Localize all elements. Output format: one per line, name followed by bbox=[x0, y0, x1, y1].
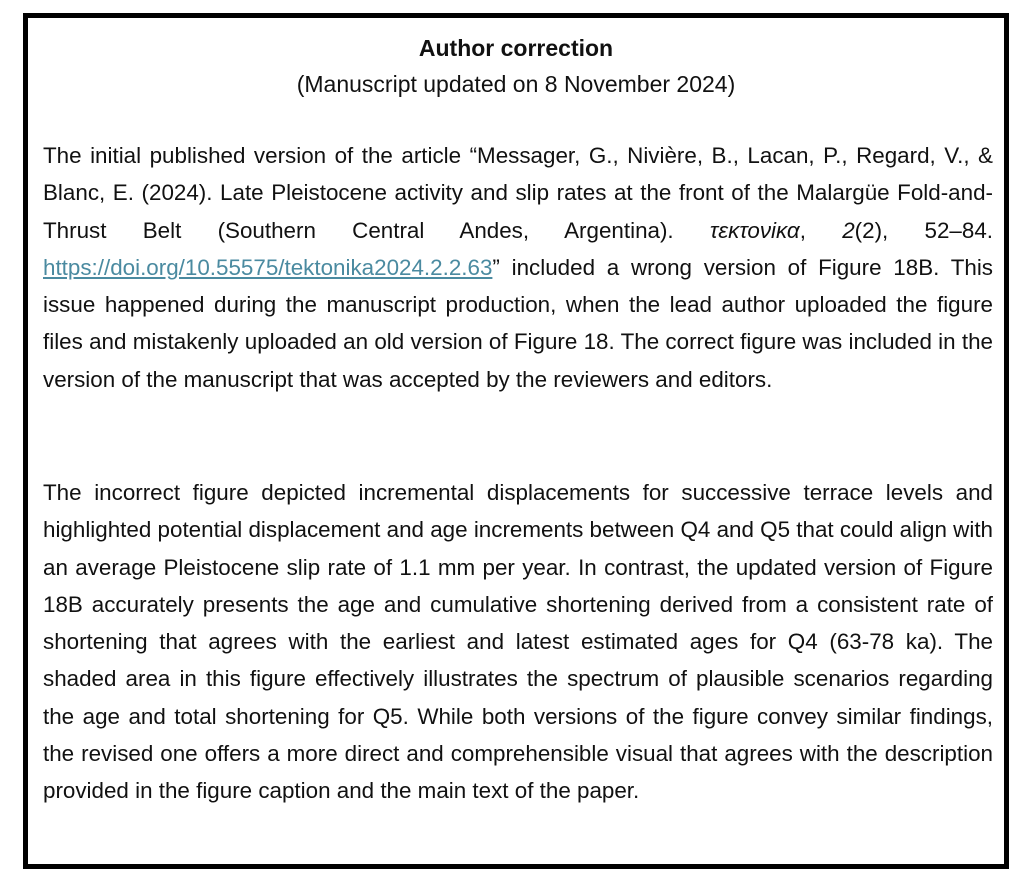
citation-intro: The initial published version of the article “Messager, G., Nivière, B., Lacan, P., Regard, V., & Blanc, E. (2024). Late Pleistocene activity and slip rates at the front of the Malargüe Fold-and-Thrust Belt (Southern Central Andes, Argentina). bbox=[43, 143, 993, 243]
paragraph1-rest: included a wrong version of Figure 18B. This issue happened during the manuscript production, when the lead author uploaded the figure files and mistakenly uploaded an old version of Figure 18. The correct figure was included in the version of the manuscript that was accepted by the reviewers and editors. bbox=[43, 254, 993, 392]
doi-link[interactable]: https://doi.org/10.55575/tektonika2024.2.2.63 bbox=[43, 254, 493, 280]
issue-pages: (2), 52–84. bbox=[854, 217, 993, 243]
notice-title: Author correction bbox=[418, 35, 614, 61]
paragraph-citation bbox=[43, 137, 993, 398]
paragraph-explanation: The incorrect figure depicted incremental displacements for successive terrace levels and highlighted potential displacement and age increments between Q4 and Q5 that could align with an average Pleistocene slip rate of 1.1 mm per year. In contrast, the updated version of Figure 18B accurately presents the age and cumulative shortening derived from a consistent rate of shortening that agrees with the earliest and latest estimated ages for Q4 (63-78 ka). The shaded area in this figure effectively illustrates the spectrum of plausible scenarios regarding the age and total shortening for Q5. While both versions of the figure convey similar findings, the revised one offers a more direct and comprehensible visual that agrees with the description provided in the figure caption and the main text of the paper. bbox=[43, 480, 993, 804]
notice-subtitle: (Manuscript updated on 8 November 2024) bbox=[296, 71, 736, 97]
journal-volume: 2 bbox=[842, 217, 855, 243]
correction-notice-box bbox=[23, 13, 1009, 869]
journal-name: τεκτονiκα bbox=[709, 217, 800, 243]
citation-separator: , bbox=[799, 217, 843, 243]
close-quote: ” bbox=[492, 254, 500, 280]
